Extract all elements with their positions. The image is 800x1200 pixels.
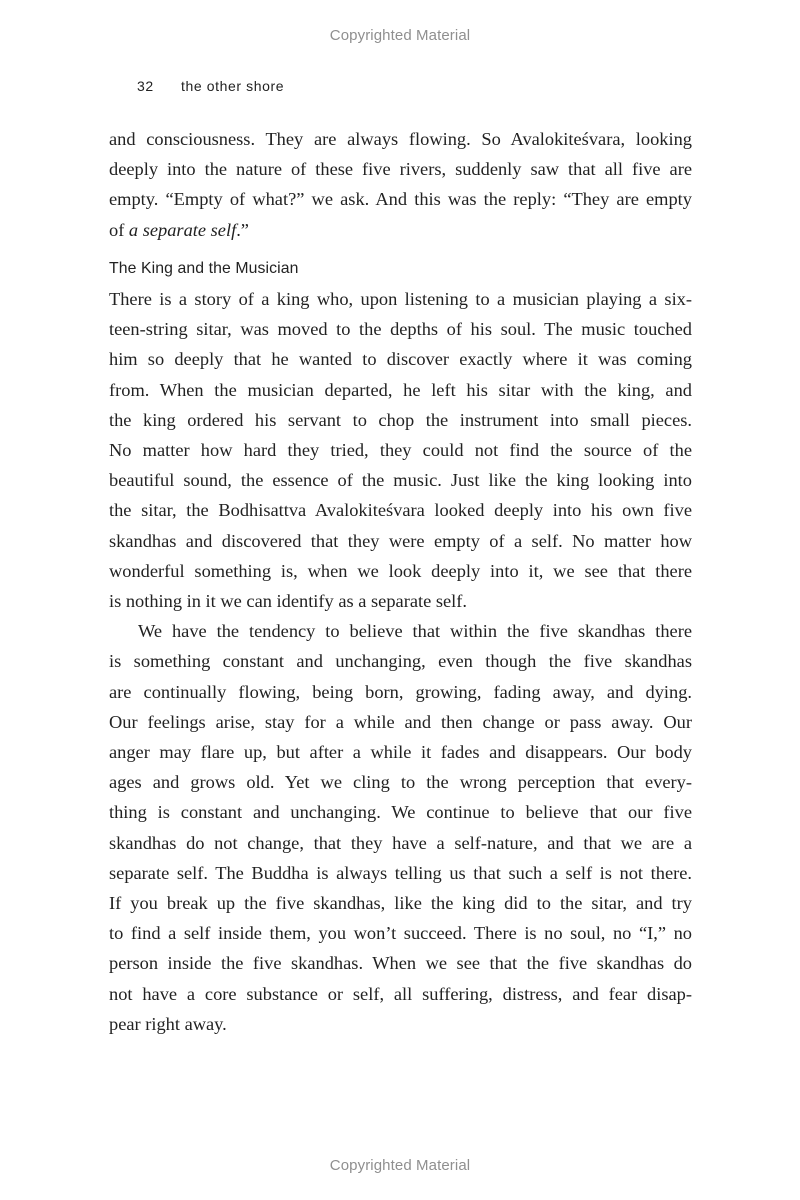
text-line: not have a core substance or self, all suffering, distress, and fear disap- xyxy=(109,983,692,1004)
running-head-title: the other shore xyxy=(181,78,285,94)
text-line: to find a self inside them, you won’t succeed. There is no soul, no “I,” no xyxy=(109,923,692,944)
paragraph-skandhas xyxy=(109,616,692,1039)
text-line: skandhas do not change, that they have a self-nature, and that we are a xyxy=(109,832,692,853)
text-line: deeply into the nature of these five rivers, suddenly saw that all five are xyxy=(109,159,692,180)
text-line: There is a story of a king who, upon listening to a musician playing a six- xyxy=(109,289,692,310)
text-fragment: .” xyxy=(236,219,249,240)
text-line: If you break up the five skandhas, like the king did to the sitar, and try xyxy=(109,893,692,914)
text-line xyxy=(109,215,692,245)
body-text xyxy=(109,124,692,1039)
italic-phrase: a separate self xyxy=(128,219,237,240)
text-line: anger may flare up, but after a while it fades and disappears. Our body xyxy=(109,742,692,763)
text-line: and consciousness. They are always flowing. So Avalokiteśvara, looking xyxy=(109,129,692,149)
text-line: beautiful sound, the essence of the music. Just like the king looking into xyxy=(109,470,692,491)
text-line: the sitar, the Bodhisattva Avalokiteśvara looked deeply into his own five xyxy=(109,500,692,521)
paragraph-continued xyxy=(109,124,692,245)
copyright-watermark-bottom: Copyrighted Material xyxy=(329,1157,471,1174)
text-fragment: of xyxy=(109,219,129,240)
text-line: We have the tendency to believe that within the five skandhas there xyxy=(138,621,692,642)
text-line: him so deeply that he wanted to discover exactly where it was coming xyxy=(109,349,692,370)
text-line: person inside the five skandhas. When we see that the five skandhas do xyxy=(109,953,692,974)
text-line: ages and grows old. Yet we cling to the wrong perception that every- xyxy=(109,772,692,793)
section-heading: The King and the Musician xyxy=(109,259,299,277)
text-line: teen-string sitar, was moved to the depths of his soul. The music touched xyxy=(109,319,692,340)
text-line: No matter how hard they tried, they could not find the source of the xyxy=(109,440,692,461)
text-line: the king ordered his servant to chop the instrument into small pieces. xyxy=(109,409,692,430)
text-line: are continually flowing, being born, growing, fading away, and dying. xyxy=(109,681,692,702)
text-line: skandhas and discovered that they were empty of a self. No matter how xyxy=(109,530,692,551)
text-line: separate self. The Buddha is always telling us that such a self is not there. xyxy=(109,862,692,883)
text-line: is nothing in it we can identify as a separate self. xyxy=(109,591,467,612)
text-line: empty. “Empty of what?” we ask. And this was the reply: “They are empty xyxy=(109,189,692,210)
text-line: from. When the musician departed, he left his sitar with the king, and xyxy=(109,379,692,400)
copyright-watermark-top: Copyrighted Material xyxy=(329,27,471,44)
text-line: Our feelings arise, stay for a while and then change or pass away. Our xyxy=(109,711,692,732)
text-line: pear right away. xyxy=(109,1013,227,1034)
paragraph-king-story xyxy=(109,284,692,616)
text-line: is something constant and unchanging, even though the five skandhas xyxy=(109,651,692,672)
text-line: wonderful something is, when we look deeply into it, we see that there xyxy=(109,560,692,581)
running-head xyxy=(137,78,284,94)
page-number: 32 xyxy=(137,78,154,94)
text-line: thing is constant and unchanging. We continue to believe that our five xyxy=(109,802,692,823)
